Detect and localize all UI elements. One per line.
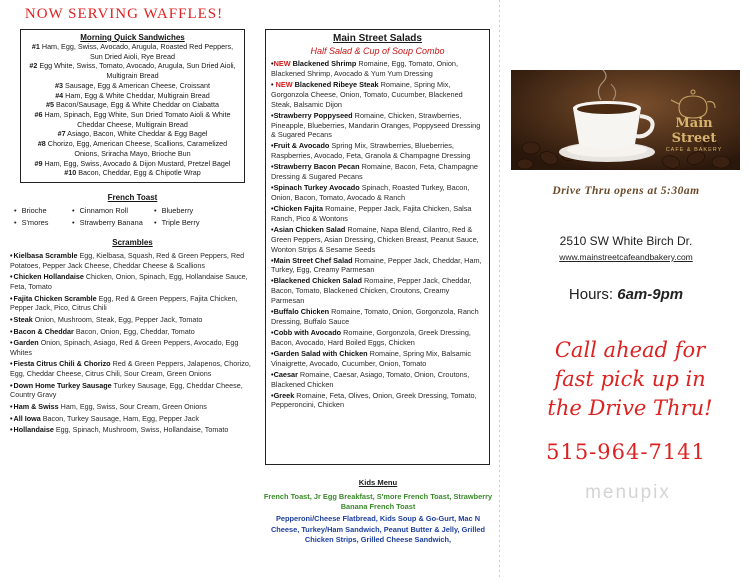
sandwich-number: #6 [34, 110, 43, 120]
logo-text [653, 116, 735, 153]
headline: NOW SERVING WAFFLES! [24, 6, 224, 22]
salad-name-text: Blackened Ribeye Steak [292, 79, 379, 89]
salad-name-text: Spinach Turkey Avocado [273, 183, 360, 193]
morning-quick-box [20, 29, 245, 183]
sandwich-desc: Asiago, Bacon, White Cheddar & Egg Bagel [65, 129, 208, 139]
salad-desc: Romaine, Spring Mix, Gorgonzola Cheese, Onion, Tomato, Cucumber, Blackened Steak, Balsamic Dijon [271, 79, 463, 109]
kids-menu-line-green: French Toast, Jr Egg Breakfast, S'more French Toast, Strawberry Banana French Toast [263, 492, 493, 512]
watermark: menupix [585, 482, 671, 503]
salad-item [271, 183, 484, 203]
sandwich-item [25, 91, 240, 101]
salad-item [271, 256, 484, 276]
salad-desc: Romaine, Tomato, Onion, Gorgonzola, Ranch Dressing, Buffalo Sauce [271, 307, 479, 327]
sandwich-item [25, 129, 240, 139]
scramble-desc: Red & Green Peppers, Jalapenos, Chorizo, Egg, Cheddar Cheese, Citrus Chili, Sour Cream, Green Onions [10, 359, 251, 379]
salad-item [271, 307, 484, 327]
french-toast-item: • Strawberry Banana [72, 218, 154, 227]
website-link[interactable]: www.mainstreetcafeandbakery.com [559, 252, 693, 262]
french-toast-list [14, 206, 260, 227]
scramble-name: • Fiesta Citrus Chili & Chorizo [10, 359, 111, 368]
french-toast-item: • S'mores [14, 218, 72, 227]
column-divider [498, 0, 501, 580]
salad-name-text: Chicken Fajita [273, 203, 324, 213]
phone-number[interactable]: 515-964-7141 [546, 440, 706, 464]
scramble-desc: Onion, Mushroom, Steak, Egg, Pepper Jack, Tomato [32, 314, 203, 324]
scramble-name: • Steak [10, 315, 33, 324]
sandwich-number: #10 [64, 168, 77, 178]
sandwich-item [25, 139, 240, 158]
sandwich-item [25, 159, 240, 169]
salad-item [271, 111, 484, 141]
salad-name [271, 225, 345, 234]
scramble-item [10, 425, 260, 435]
logo-line-1: Main Street [671, 116, 717, 146]
drive-thru-hours: Drive Thru opens at 5:30am [552, 185, 700, 197]
scramble-item [10, 315, 260, 325]
hours [512, 286, 740, 303]
sandwich-desc: Ham, Spinach, Egg White, Sun Dried Tomato Aioli & White Cheddar Cheese, Multigrain Bread [42, 110, 231, 129]
new-badge: NEW [273, 59, 291, 68]
scramble-desc: Bacon, Onion, Egg, Cheddar, Tomato [73, 326, 195, 336]
sandwich-number: #7 [57, 129, 66, 139]
sandwich-desc: Bacon/Sausage, Egg & White Cheddar on Ciabatta [53, 100, 220, 110]
salad-item [271, 225, 484, 255]
salad-name [271, 349, 368, 358]
salad-name [271, 276, 362, 285]
sandwich-desc: Chorizo, Egg, American Cheese, Scallions, Caramelized Onions, Sriracha Mayo, Brioche Bun [45, 139, 228, 158]
salad-desc: Spinach, Roasted Turkey, Bacon, Onion, Bacon, Tomato, Avocado & Ranch [271, 183, 470, 202]
salad-item [271, 328, 484, 348]
cafe-photo [511, 70, 740, 170]
salad-item [271, 349, 484, 369]
scramble-name: • Kielbasa Scramble [10, 251, 77, 260]
scramble-desc: Egg, Kielbasa, Squash, Red & Green Peppers, Red Potatoes, Pepper Jack Cheese, Cheddar Cheese & Scallions [10, 251, 245, 270]
scramble-item [10, 381, 260, 400]
sandwich-number: #4 [55, 90, 64, 100]
salads-subtitle: Half Salad & Cup of Soup Combo [310, 46, 445, 56]
morning-quick-title: Morning Quick Sandwiches [80, 33, 185, 42]
salad-name [271, 183, 360, 192]
left-column [10, 6, 260, 437]
salad-desc: Romaine, Egg, Tomato, Onion, Blackened Shrimp, Avocado & Yum Yum Dressing [271, 59, 458, 78]
salads-title: Main Street Salads [333, 33, 422, 44]
morning-quick-list [25, 42, 240, 178]
scramble-desc: Turkey Sausage, Egg, Cheddar Cheese, Country Gravy [10, 380, 243, 400]
sandwich-item [25, 110, 240, 129]
sandwich-desc: Ham, Egg, Swiss, Avocado, Arugula, Roasted Red Peppers, Sun Dried Aioli, Rye Bread [39, 42, 234, 61]
french-toast-title: French Toast [107, 193, 158, 203]
salad-desc: Romaine, Bacon, Feta, Champagne Dressing & Sugared Pecans [271, 162, 478, 182]
scramble-name: • Bacon & Cheddar [10, 327, 74, 336]
sandwich-number: #1 [31, 42, 40, 51]
scrambles-title: Scrambles [112, 238, 153, 248]
scrambles-list [10, 251, 260, 435]
salad-name-text: Strawberry Bacon Pecan [273, 162, 360, 172]
scramble-name: • Garden [10, 338, 39, 347]
sandwich-number: #9 [34, 158, 43, 168]
kids-menu-title: Kids Menu [358, 478, 398, 487]
salad-name [271, 391, 294, 400]
salad-name-text: Caesar [273, 369, 298, 379]
salad-name [271, 162, 360, 171]
salad-name [271, 141, 329, 150]
scramble-name: • Ham & Swiss [10, 402, 59, 411]
french-toast-item: • Cinnamon Roll [72, 206, 154, 215]
salad-name [271, 80, 379, 89]
sandwich-desc: Bacon, Cheddar, Egg & Chipotle Wrap [76, 168, 201, 178]
salad-name [271, 370, 298, 379]
salad-desc: Romaine, Pepper Jack, Fajita Chicken, Salsa Ranch, Pico & Wontons [271, 203, 472, 223]
scramble-name: • Chicken Hollandaise [10, 272, 84, 281]
salad-desc: Romaine, Pepper Jack, Cheddar, Ham, Turkey, Egg, Creamy Parmesan [271, 255, 482, 275]
french-toast-item: • Brioche [14, 206, 72, 215]
scramble-desc: Ham, Egg, Swiss, Sour Cream, Green Onions [58, 402, 207, 412]
scramble-desc: Egg, Red & Green Peppers, Fajita Chicken, Pepper Jack, Pico, Citrus Chili [10, 293, 238, 313]
scramble-desc: Bacon, Turkey Sausage, Ham, Egg, Pepper Jack [40, 413, 199, 423]
scramble-desc: Chicken, Onion, Spinach, Egg, Hollandaise Sauce, Feta, Tomato [10, 272, 248, 291]
salad-name [271, 111, 353, 120]
address: 2510 SW White Birch Dr. [559, 234, 693, 248]
salad-name-text: Strawberry Poppyseed [273, 110, 353, 120]
french-toast-item: • Blueberry [154, 206, 234, 215]
hours-value: 6am-9pm [617, 286, 684, 303]
kids-menu-line-blue: Pepperoni/Cheese Flatbread, Kids Soup & Go-Gurt, Mac N Cheese, Turkey/Ham Sandwich, Peanut Butter & Jelly, Grilled Chicken Strips, Grilled Cheese Sandwich, [270, 514, 486, 544]
sandwich-desc: Ham, Egg & White Cheddar, Multigrain Bread [63, 90, 210, 100]
hours-label: Hours: [568, 286, 618, 303]
salad-name-text: Blackened Shrimp [290, 59, 357, 68]
sandwich-item [25, 81, 240, 91]
salad-desc: Romaine, Caesar, Asiago, Tomato, Onion, Croutons, Blackened Chicken [271, 369, 470, 389]
logo-line-2: CAFE & BAKERY [665, 147, 723, 153]
salad-item [271, 370, 484, 390]
scramble-name: • Down Home Turkey Sausage [10, 381, 112, 390]
salad-desc: Romaine, Spring Mix, Balsamic Vinaigrette, Avocado, Cucumber, Onion, Tomato [271, 348, 472, 368]
scramble-item [10, 414, 260, 424]
scramble-name: • All Iowa [10, 414, 41, 423]
sandwich-item [25, 42, 240, 61]
salad-name-text: Blackened Chicken Salad [273, 276, 362, 286]
salad-name [271, 307, 329, 316]
salads-box [265, 29, 490, 465]
scramble-item [10, 402, 260, 412]
sandwich-desc: Sausage, Egg & American Cheese, Croissant [62, 80, 211, 90]
salad-name-text: Main Street Chef Salad [273, 255, 353, 265]
scramble-item [10, 251, 260, 270]
salad-item [271, 59, 484, 79]
sandwich-item [25, 61, 240, 80]
salad-name-text: Asian Chicken Salad [273, 224, 346, 234]
call-ahead [516, 336, 744, 423]
sandwich-number: #2 [29, 61, 38, 71]
salad-desc: Romaine, Pepper Jack, Cheddar, Bacon, Tomato, Blackened Chicken, Croutons, Creamy Parmesan [271, 276, 472, 306]
salad-desc: Romaine, Chicken, Strawberries, Pineapple, Blueberries, Mandarin Oranges, Poppyseed Dressing & Sugared Pecans [271, 110, 481, 140]
salad-name-text: Cobb with Avocado [273, 327, 342, 337]
salad-desc: Romaine, Napa Blend, Cilantro, Red & Green Peppers, Asian Dressing, Chicken Breast, Peanut Sauce, Wonton Strips & Sesame Seeds [271, 224, 479, 254]
scramble-desc: Onion, Spinach, Asiago, Red & Green Peppers, Avocado, Egg Whites [10, 338, 239, 357]
salad-desc: Romaine, Gorgonzola, Greek Dressing, Bacon, Avocado, Hard Boiled Eggs, Chicken [271, 327, 471, 347]
salad-name-text: Fruit & Avocado [273, 141, 330, 151]
salad-name [271, 328, 341, 337]
sandwich-desc: Ham, Egg, Swiss, Avocado & Dijon Mustard, Pretzel Bagel [42, 158, 231, 168]
salad-desc: Romaine, Feta, Olives, Onion, Greek Dressing, Tomato, Pepperoncini, Chicken [271, 390, 477, 410]
salads-list [271, 59, 484, 410]
call-ahead-line-1: Call ahead for [554, 338, 706, 362]
salad-item [271, 391, 484, 411]
salad-item [271, 204, 484, 224]
salad-name [271, 256, 353, 265]
salad-name [271, 204, 323, 213]
scramble-item [10, 359, 260, 378]
salad-name [271, 59, 356, 68]
salad-name-text: Greek [273, 390, 295, 400]
french-toast-item: • Triple Berry [154, 218, 234, 227]
sandwich-number: #8 [37, 139, 46, 149]
sandwich-desc: Egg White, Swiss, Tomato, Avocado, Arugula, Sun Dried Aioli, Multigrain Bread [37, 61, 236, 81]
salad-item [271, 141, 484, 161]
scramble-desc: Egg, Spinach, Mushroom, Swiss, Hollandaise, Tomato [53, 425, 229, 435]
scramble-item [10, 338, 260, 357]
salad-item [271, 80, 484, 110]
call-ahead-line-3: the Drive Thru! [547, 395, 713, 420]
scramble-item [10, 327, 260, 337]
kids-menu [262, 478, 494, 545]
salad-item [271, 162, 484, 182]
sandwich-item [25, 168, 240, 178]
scramble-item [10, 294, 260, 313]
salad-name-text: Garden Salad with Chicken [273, 348, 368, 358]
new-badge: NEW [273, 79, 293, 89]
sandwich-number: #5 [45, 100, 54, 110]
scramble-item [10, 272, 260, 291]
sandwich-number: #3 [54, 80, 63, 90]
call-ahead-line-2: fast pick up in [554, 366, 706, 391]
scramble-name: • Fajita Chicken Scramble [10, 294, 97, 303]
salad-name-text: Buffalo Chicken [273, 307, 330, 317]
scramble-name: • Hollandaise [10, 425, 54, 434]
sandwich-item [25, 100, 240, 110]
salad-desc: Spring Mix, Strawberries, Blueberries, Raspberries, Avocado, Feta, Granola & Champagne Dressing [271, 141, 471, 161]
salad-item [271, 276, 484, 306]
